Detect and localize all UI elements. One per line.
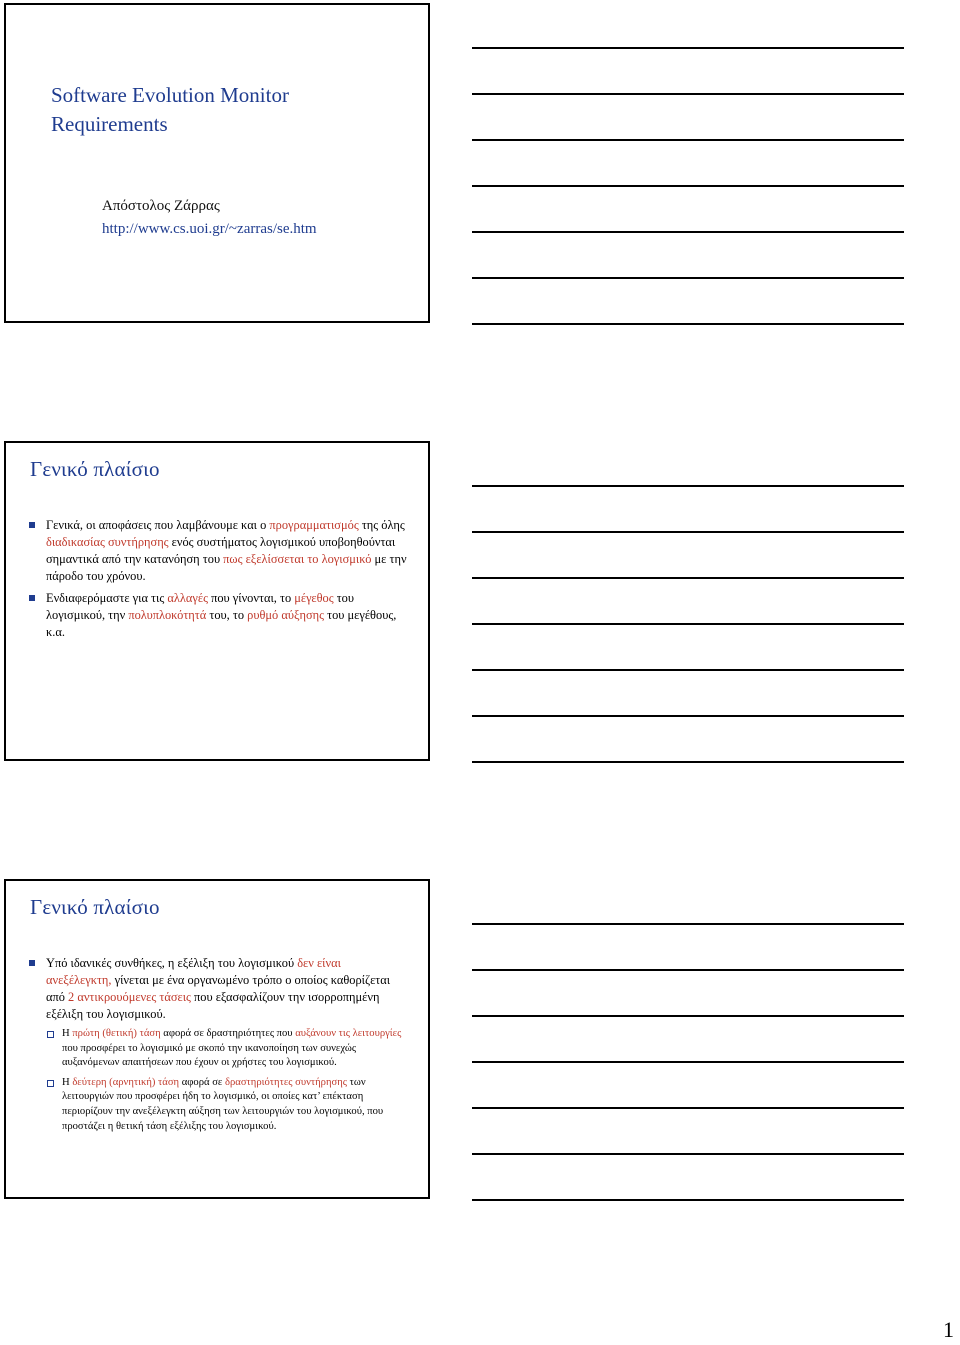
highlight-span: δεύτερη (αρνητική) τάση: [72, 1076, 180, 1088]
slide-3: [4, 879, 430, 1199]
note-line: [472, 185, 904, 187]
note-line: [472, 139, 904, 141]
title-line-1: Software Evolution Monitor: [51, 83, 289, 107]
note-line: [472, 531, 904, 533]
slide-2: [4, 441, 430, 761]
note-line: [472, 623, 904, 625]
note-line: [472, 93, 904, 95]
highlight-span: δραστηριότητες συντήρησης: [225, 1076, 347, 1088]
text-span: που γίνονται, το: [207, 591, 295, 605]
highlight-span: πολυπλοκότητά: [128, 608, 207, 622]
bullet-list: [28, 955, 408, 1139]
slide-title: Γενικό πλαίσιο: [30, 895, 160, 919]
text-span: Η: [62, 1076, 73, 1088]
note-line: [472, 323, 904, 325]
highlight-span: μέγεθος: [294, 591, 334, 605]
highlight-span: διαδικασίας συντήρησης: [46, 535, 169, 549]
highlight-span: πρώτη (θετική) τάση: [72, 1028, 161, 1039]
author-name: Απόστολος Ζάρρας: [102, 198, 220, 214]
slide-1: [4, 3, 430, 323]
note-line: [472, 923, 904, 925]
text-span: που προσφέρει το λογισμικό με σκοπό την ικανοποίηση των συνεχώς αυξανόμενων απαιτήσεων που έχουν οι χρήστες του λογισμικού.: [62, 1042, 357, 1069]
highlight-span: αλλαγές: [167, 591, 208, 605]
note-line: [472, 1199, 904, 1201]
text-span: ενός συστήματος λογισμικού υποβοηθούνται σημαντικά από την κατανόηση του: [46, 535, 396, 566]
text-span: αφορά σε δραστηριότητες που: [160, 1028, 296, 1039]
bullet-list: [28, 517, 408, 646]
text-span: με την πάροδο του χρόνου.: [46, 552, 407, 583]
bullet-item: [28, 955, 408, 1134]
text-span: αφορά σε: [179, 1076, 225, 1088]
note-line: [472, 669, 904, 671]
highlight-span: αυξάνουν τις λειτουργίες: [295, 1028, 402, 1039]
note-line: [472, 1153, 904, 1155]
text-span: του λογισμικού, την: [46, 591, 355, 622]
text-span: Ενδιαφερόμαστε για τις: [46, 591, 168, 605]
note-line: [472, 1061, 904, 1063]
note-line: [472, 1015, 904, 1017]
bullet-item: [28, 517, 408, 585]
note-line: [472, 969, 904, 971]
note-line: [472, 277, 904, 279]
note-line: [472, 485, 904, 487]
text-span: που εξασφαλίζουν την ισορροπημένη εξέλιξη του λογισμικού.: [46, 990, 380, 1021]
title-line-2: Requirements: [51, 112, 168, 136]
text-span: Η: [62, 1028, 73, 1039]
highlight-span: δεν είναι ανεξέλεγκτη,: [46, 956, 341, 987]
text-span: του, το: [206, 608, 248, 622]
sub-bullet-item: [46, 1076, 408, 1134]
text-span: Γενικά, οι αποφάσεις που λαμβάνουμε και ο: [46, 518, 270, 532]
highlight-span: 2 αντικρουόμενες τάσεις: [68, 990, 191, 1004]
text-span: Υπό ιδανικές συνθήκες, η εξέλιξη του λογισμικού: [46, 956, 298, 970]
text-span: του μεγέθους, κ.α.: [46, 608, 397, 639]
note-line: [472, 577, 904, 579]
highlight-span: προγραμματισμός: [269, 518, 359, 532]
text-span: των λειτουργιών που προσφέρει ήδη το λογισμικό, οι οποίες κατ’ επέκταση περιορίζουν την ανεξέλεγκτη αύξηση των λειτουργιών του λογισμικού, που προστάζει η θετική τάση εξέλιξης του λογισμικού.: [62, 1076, 384, 1132]
note-line: [472, 231, 904, 233]
author-block: [102, 195, 317, 241]
text-span: της όλης: [358, 518, 405, 532]
slide-title: [51, 81, 411, 139]
sub-bullet-item: [46, 1027, 408, 1071]
slide-title: Γενικό πλαίσιο: [30, 457, 160, 481]
note-line: [472, 47, 904, 49]
note-line: [472, 715, 904, 717]
note-line: [472, 761, 904, 763]
highlight-span: ρυθμό αύξησης: [247, 608, 325, 622]
highlight-span: πως εξελίσσεται το λογισμικό: [223, 552, 372, 566]
page-number: 1: [943, 1317, 954, 1342]
text-span: γίνεται με ένα οργανωμένο τρόπο ο οποίος καθορίζεται από: [46, 973, 391, 1004]
bullet-item: [28, 590, 408, 641]
note-line: [472, 1107, 904, 1109]
sub-bullet-list: [46, 1027, 408, 1134]
author-url-link[interactable]: http://www.cs.uoi.gr/~zarras/se.htm: [102, 221, 317, 237]
